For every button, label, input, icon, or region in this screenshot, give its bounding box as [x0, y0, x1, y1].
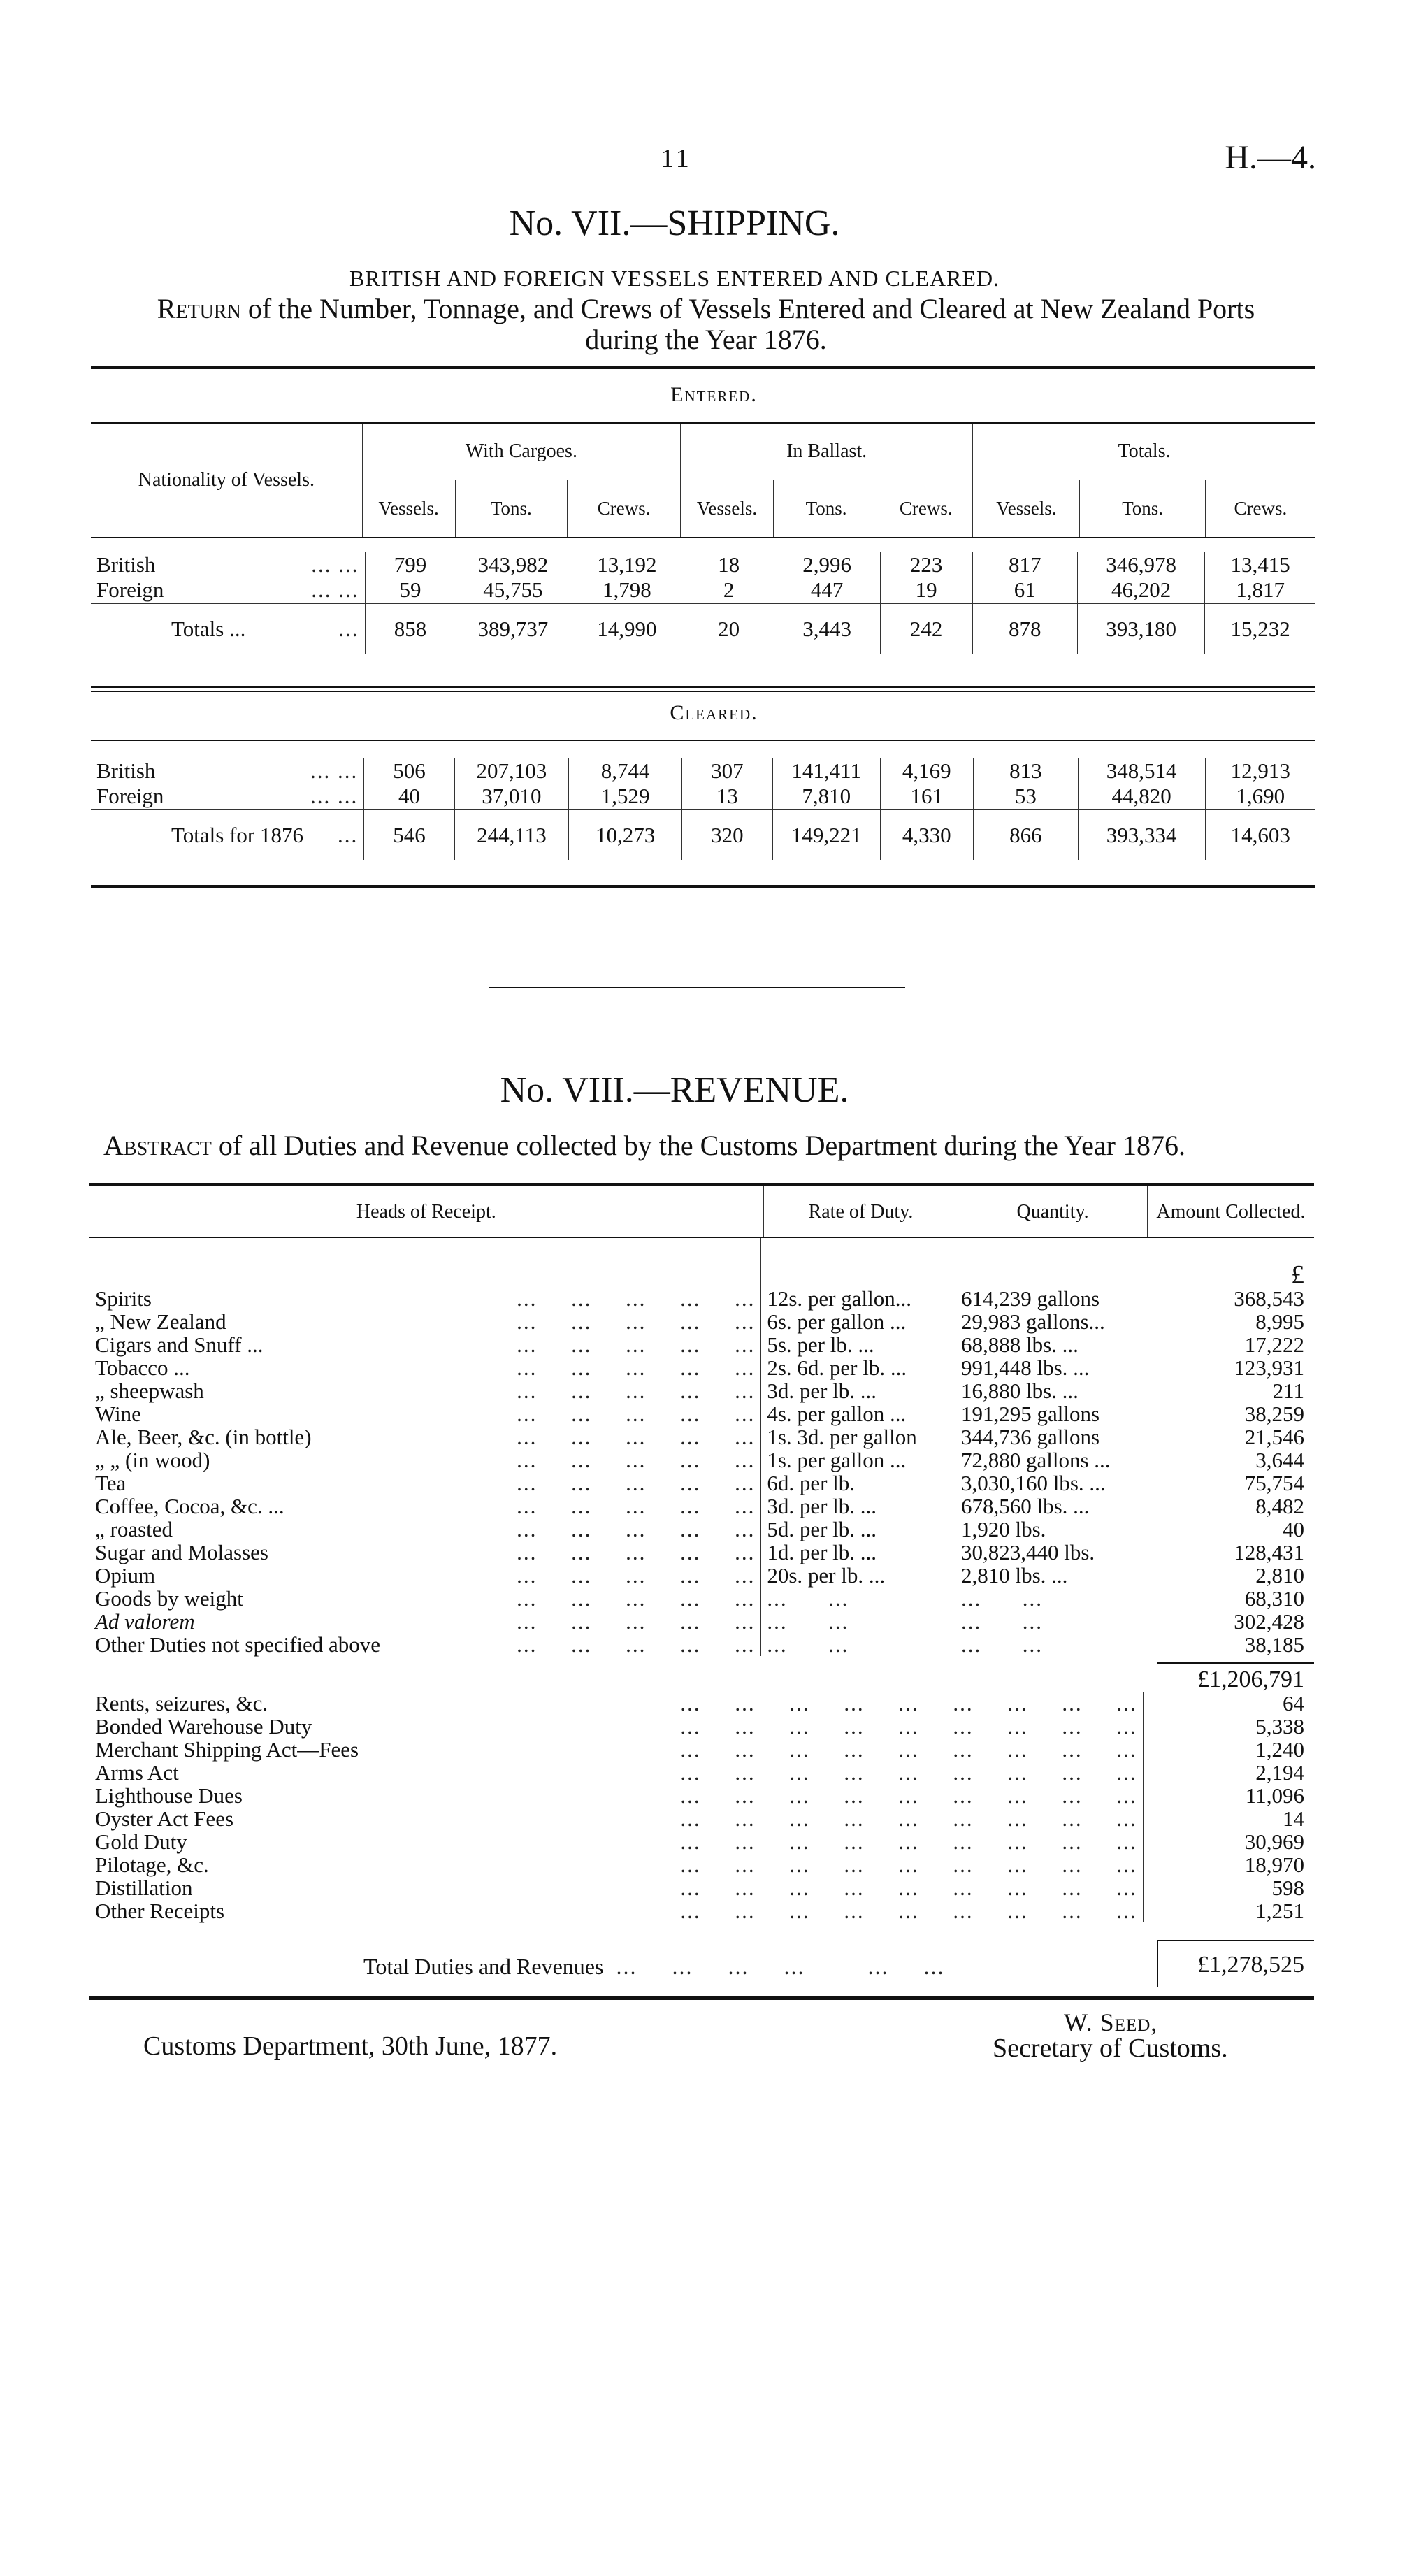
table-row [91, 552, 1315, 577]
row-dots: ... ... ... ... ... [517, 1586, 756, 1611]
table-row [91, 758, 1315, 784]
receipt-head: Oyster Act Fees [95, 1806, 234, 1831]
receipt-head: Bonded Warehouse Duty [95, 1714, 312, 1739]
duty-amount: 17,222 [1144, 1333, 1314, 1356]
total-value: £1,278,525 [1197, 1952, 1304, 1978]
table-row [89, 1784, 1314, 1807]
nationality-header: Nationality of Vessels. [138, 469, 315, 491]
cell: 307 [682, 758, 773, 784]
table-row [89, 1830, 1314, 1853]
row-dots: ... ... ... ... ... [517, 1286, 756, 1311]
duty-quantity: 991,448 lbs. ... [961, 1355, 1090, 1380]
qty-dots: ... ... [961, 1609, 1043, 1634]
row-dots: ... [337, 822, 359, 847]
duty-quantity: 16,880 lbs. ... [961, 1379, 1079, 1403]
table-row [89, 1495, 1314, 1518]
row-dots: ... ... [310, 758, 359, 783]
cell: 14,990 [570, 603, 684, 654]
duty-rate: 3d. per lb. ... [767, 1494, 877, 1518]
receipt-amount: 64 [1143, 1692, 1314, 1715]
row-dots: ... ... ... ... ... [517, 1517, 756, 1541]
abstract-text: of all Duties and Revenue collected by the Customs Department during the Year 1876. [218, 1130, 1185, 1161]
cell: 506 [364, 758, 455, 784]
footer-department-date: Customs Department, 30th June, 1877. [143, 2031, 558, 2061]
row-dots: ... ... ... ... ... ... ... ... ... [680, 1783, 1137, 1808]
col-crews: Crews. [879, 480, 973, 537]
duty-quantity: 191,295 gallons [961, 1402, 1100, 1426]
row-dots: ... ... ... ... ... [517, 1563, 756, 1588]
document-reference: H.—4. [1225, 139, 1316, 176]
total-label-text: Total Duties and Revenues [363, 1954, 604, 1979]
entered-table [91, 552, 1315, 654]
cell: 13 [682, 784, 773, 810]
duty-head: „ „ (in wood) [95, 1448, 210, 1472]
row-dots: ... [338, 616, 359, 641]
duty-quantity: 344,736 gallons [961, 1425, 1100, 1449]
cell: 10,273 [569, 810, 682, 860]
cell: 817 [972, 552, 1077, 577]
abstract-word: Abstract [103, 1130, 212, 1161]
cell: 20 [684, 603, 774, 654]
cell: 1,817 [1205, 577, 1315, 603]
duty-rate: 4s. per gallon ... [767, 1402, 907, 1426]
cleared-top-rule-2 [91, 691, 1315, 692]
duty-head: Ale, Beer, &c. (in bottle) [95, 1425, 312, 1449]
cell: 878 [972, 603, 1077, 654]
duty-amount: 21,546 [1144, 1425, 1314, 1448]
table-row [89, 1379, 1314, 1402]
row-dots: ... ... ... ... ... ... ... ... ... [680, 1876, 1137, 1900]
cell: 2,996 [774, 552, 880, 577]
shipping-subtitle: BRITISH AND FOREIGN VESSELS ENTERED AND CLEARED. [349, 266, 1000, 291]
duty-quantity: 72,880 gallons ... [961, 1448, 1111, 1472]
row-dots: ... ... ... ... ... ... ... ... ... [680, 1899, 1137, 1923]
currency-symbol: £ [1144, 1238, 1314, 1287]
receipt-amount: 18,970 [1143, 1853, 1314, 1876]
cell: 44,820 [1078, 784, 1205, 810]
return-text: of the Number, Tonnage, and Crews of Vessels Entered and Cleared at New Zealand Ports during the Year 1876. [247, 293, 1255, 355]
receipt-head: Rents, seizures, &c. [95, 1691, 268, 1715]
table-row [89, 1472, 1314, 1495]
cell: 866 [973, 810, 1078, 860]
row-name: Totals for 1876 [171, 822, 303, 847]
cell: 14,603 [1205, 810, 1315, 860]
receipt-head: Other Receipts [95, 1899, 225, 1923]
table-row [89, 1518, 1314, 1541]
receipt-head: Lighthouse Dues [95, 1783, 243, 1808]
duty-head: Other Duties not specified above [95, 1632, 381, 1657]
row-dots: ... ... ... ... ... ... ... ... ... [680, 1829, 1137, 1854]
receipt-amount: 1,240 [1143, 1738, 1314, 1761]
receipt-amount: 30,969 [1143, 1830, 1314, 1853]
col-tons: Tons. [773, 480, 879, 537]
rate-dots: ... ... [767, 1586, 849, 1611]
duty-rate: 5s. per lb. ... [767, 1332, 874, 1357]
cell: 8,744 [569, 758, 682, 784]
revenue-duties-table [89, 1238, 1314, 1656]
table-row [89, 1402, 1314, 1425]
duty-head: Cigars and Snuff ... [95, 1332, 264, 1357]
group-with-cargoes: With Cargoes. [362, 424, 680, 480]
table-row [89, 1876, 1314, 1899]
row-dots: ... ... ... ... ... ... ... ... ... [680, 1691, 1137, 1715]
cell: 149,221 [772, 810, 880, 860]
duty-quantity: 30,823,440 lbs. [961, 1540, 1095, 1564]
receipt-head: Arms Act [95, 1760, 179, 1785]
col-crews: Crews. [1205, 480, 1315, 537]
duty-head: Tobacco ... [95, 1355, 190, 1380]
revenue-abstract-caption [103, 1129, 1185, 1162]
header-heads-of-receipt: Heads of Receipt. [356, 1200, 496, 1223]
total-rule [1157, 1940, 1314, 1941]
revenue-header-table [89, 1186, 1314, 1237]
row-dots: ... ... ... ... ... [517, 1309, 756, 1334]
row-dots: ... ... ... ... ... ... ... ... ... [680, 1806, 1137, 1831]
duty-head: Opium [95, 1563, 156, 1588]
duty-rate: 2s. 6d. per lb. ... [767, 1355, 907, 1380]
cell: 61 [972, 577, 1077, 603]
footer-signatory: W. Seed, [1064, 2008, 1158, 2036]
duty-amount: 123,931 [1144, 1356, 1314, 1379]
receipt-head: Merchant Shipping Act—Fees [95, 1737, 359, 1762]
cell: 242 [880, 603, 972, 654]
cell: 1,690 [1205, 784, 1315, 810]
table-row [89, 1333, 1314, 1356]
header-quantity: Quantity. [958, 1186, 1148, 1237]
duty-rate: 12s. per gallon... [767, 1286, 911, 1311]
shipping-title: No. VII.—SHIPPING. [509, 203, 840, 243]
cell: 46,202 [1077, 577, 1204, 603]
duty-quantity: 29,983 gallons... [961, 1309, 1105, 1334]
totals-row [91, 810, 1315, 860]
duty-rate: 6d. per lb. [767, 1471, 856, 1495]
cleared-table [91, 758, 1315, 860]
duty-amount: 38,185 [1144, 1633, 1314, 1656]
duty-rate: 20s. per lb. ... [767, 1563, 886, 1588]
footer-signatory-title: Secretary of Customs. [993, 2034, 1228, 2063]
cell: 12,913 [1205, 758, 1315, 784]
row-name: Foreign [96, 784, 164, 808]
cell: 2 [684, 577, 774, 603]
receipt-amount: 14 [1143, 1807, 1314, 1830]
table-row [89, 1587, 1314, 1610]
duty-head: „ sheepwash [95, 1379, 204, 1403]
table-row [89, 1425, 1314, 1448]
col-vessels: Vessels. [681, 480, 774, 537]
cell: 799 [365, 552, 456, 577]
cell: 7,810 [772, 784, 880, 810]
table-row [91, 577, 1315, 603]
duty-head: Ad valorem [95, 1609, 195, 1634]
duty-head: Goods by weight [95, 1586, 243, 1611]
totals-row [91, 603, 1315, 654]
receipt-amount: 1,251 [1143, 1899, 1314, 1922]
duty-rate: 6s. per gallon ... [767, 1309, 907, 1334]
cell: 346,978 [1077, 552, 1204, 577]
header-rate-of-duty: Rate of Duty. [763, 1186, 958, 1237]
qty-dots: ... ... [961, 1586, 1043, 1611]
cleared-label: Cleared. [670, 701, 758, 724]
row-dots: ... ... [311, 577, 359, 602]
total-label [363, 1954, 944, 1980]
duty-amount: 3,644 [1144, 1448, 1314, 1472]
cell: 13,192 [570, 552, 684, 577]
row-name: British [96, 552, 156, 577]
duty-amount: 211 [1144, 1379, 1314, 1402]
cell: 858 [365, 603, 456, 654]
table-row [89, 1899, 1314, 1922]
cell: 161 [880, 784, 973, 810]
row-dots: ... ... ... ... ... [517, 1609, 756, 1634]
table-row [89, 1853, 1314, 1876]
shipping-header-table [91, 424, 1315, 537]
duty-quantity: 3,030,160 lbs. ... [961, 1471, 1106, 1495]
receipt-amount: 598 [1143, 1876, 1314, 1899]
table-row [89, 1807, 1314, 1830]
table-row [89, 1692, 1314, 1715]
duty-amount: 38,259 [1144, 1402, 1314, 1425]
table-row [89, 1310, 1314, 1333]
cell: 393,180 [1077, 603, 1204, 654]
duty-quantity: 68,888 lbs. ... [961, 1332, 1079, 1357]
subtotal-value: £1,206,791 [1197, 1667, 1304, 1692]
row-dots: ... ... ... ... ... [517, 1355, 756, 1380]
cell: 15,232 [1205, 603, 1315, 654]
duty-amount: 8,482 [1144, 1495, 1314, 1518]
col-crews: Crews. [568, 480, 681, 537]
duty-rate: 1s. per gallon ... [767, 1448, 907, 1472]
row-dots: ... ... [311, 552, 359, 577]
return-word: Return [157, 293, 241, 324]
table-row [89, 1448, 1314, 1472]
row-dots: ... ... ... ... ... ... ... ... ... [680, 1760, 1137, 1785]
cell: 393,334 [1078, 810, 1205, 860]
duty-amount: 75,754 [1144, 1472, 1314, 1495]
table-row [89, 1761, 1314, 1784]
duty-rate: 1s. 3d. per gallon [767, 1425, 917, 1449]
cleared-top-rule [91, 686, 1315, 688]
duty-head: Spirits [95, 1286, 152, 1311]
duty-quantity: 1,920 lbs. [961, 1517, 1046, 1541]
row-name: Foreign [96, 577, 164, 602]
receipt-amount: 2,194 [1143, 1761, 1314, 1784]
cell: 45,755 [456, 577, 570, 603]
cell: 40 [364, 784, 455, 810]
cell: 813 [973, 758, 1078, 784]
revenue-bottom-rule [89, 1996, 1314, 2000]
row-name: Totals ... [171, 616, 246, 641]
cell: 53 [973, 784, 1078, 810]
header-amount-collected: Amount Collected. [1147, 1186, 1314, 1237]
cell: 546 [364, 810, 455, 860]
row-dots: ... ... ... ... ... ... ... ... ... [680, 1737, 1137, 1762]
entered-label: Entered. [670, 383, 758, 406]
receipt-head: Distillation [95, 1876, 193, 1900]
subtotal-rule [1157, 1662, 1314, 1664]
cell: 1,798 [570, 577, 684, 603]
row-dots: ... ... ... ... ... [517, 1540, 756, 1564]
receipt-head: Gold Duty [95, 1829, 187, 1854]
rate-dots: ... ... [767, 1609, 849, 1634]
cell: 343,982 [456, 552, 570, 577]
duty-amount: 40 [1144, 1518, 1314, 1541]
revenue-title: No. VIII.—REVENUE. [500, 1070, 849, 1110]
cell: 223 [880, 552, 972, 577]
cell: 3,443 [774, 603, 880, 654]
row-dots: ... ... ... ... ... [517, 1471, 756, 1495]
cell: 244,113 [454, 810, 568, 860]
col-vessels: Vessels. [973, 480, 1080, 537]
table-row [89, 1356, 1314, 1379]
total-dots: ... ... ... ... ... ... [609, 1954, 945, 1979]
duty-amount: 2,810 [1144, 1564, 1314, 1587]
duty-rate: 1d. per lb. ... [767, 1540, 877, 1564]
row-dots: ... ... ... ... ... [517, 1448, 756, 1472]
duty-quantity: 678,560 lbs. ... [961, 1494, 1090, 1518]
cell: 13,415 [1205, 552, 1315, 577]
row-dots: ... ... [310, 784, 359, 808]
cell: 141,411 [772, 758, 880, 784]
row-dots: ... ... ... ... ... [517, 1402, 756, 1426]
duty-head: Wine [95, 1402, 141, 1426]
table-row [89, 1610, 1314, 1633]
group-in-ballast: In Ballast. [681, 424, 973, 480]
row-dots: ... ... ... ... ... ... ... ... ... [680, 1714, 1137, 1739]
cell: 37,010 [454, 784, 568, 810]
col-tons: Tons. [1080, 480, 1205, 537]
revenue-receipts-table [89, 1692, 1314, 1922]
duty-amount: 8,995 [1144, 1310, 1314, 1333]
table-row [89, 1564, 1314, 1587]
duty-amount: 302,428 [1144, 1610, 1314, 1633]
receipt-head: Pilotage, &c. [95, 1852, 209, 1877]
table-row [89, 1541, 1314, 1564]
receipt-amount: 11,096 [1143, 1784, 1314, 1807]
cell: 4,169 [880, 758, 973, 784]
group-totals: Totals. [973, 424, 1315, 480]
shipping-return-caption [119, 294, 1293, 355]
row-dots: ... ... ... ... ... [517, 1425, 756, 1449]
table-row [89, 1633, 1314, 1656]
row-dots: ... ... ... ... ... [517, 1379, 756, 1403]
receipt-amount: 5,338 [1143, 1715, 1314, 1738]
cell: 18 [684, 552, 774, 577]
cleared-rule [91, 740, 1315, 741]
cell: 348,514 [1078, 758, 1205, 784]
cell: 207,103 [454, 758, 568, 784]
row-dots: ... ... ... ... ... ... ... ... ... [680, 1852, 1137, 1877]
duty-rate: 3d. per lb. ... [767, 1379, 877, 1403]
duty-head: Sugar and Molasses [95, 1540, 268, 1564]
shipping-bottom-rule [91, 885, 1315, 888]
duty-amount: 368,543 [1144, 1287, 1314, 1310]
cell: 59 [365, 577, 456, 603]
page-number: 11 [661, 144, 692, 173]
duty-head: „ roasted [95, 1517, 173, 1541]
cell: 320 [682, 810, 773, 860]
cell: 389,737 [456, 603, 570, 654]
duty-amount: 128,431 [1144, 1541, 1314, 1564]
table-row [89, 1287, 1314, 1310]
col-vessels: Vessels. [362, 480, 455, 537]
cell: 4,330 [880, 810, 973, 860]
row-dots: ... ... ... ... ... [517, 1632, 756, 1657]
duty-head: „ New Zealand [95, 1309, 226, 1334]
cell: 447 [774, 577, 880, 603]
duty-head: Coffee, Cocoa, &c. ... [95, 1494, 284, 1518]
top-thick-rule [91, 366, 1315, 369]
duty-quantity: 614,239 gallons [961, 1286, 1100, 1311]
col-tons: Tons. [455, 480, 568, 537]
duty-quantity: 2,810 lbs. ... [961, 1563, 1068, 1588]
row-dots: ... ... ... ... ... [517, 1494, 756, 1518]
table-row [89, 1715, 1314, 1738]
duty-rate: 5d. per lb. ... [767, 1517, 877, 1541]
cell: 1,529 [569, 784, 682, 810]
table-row [89, 1738, 1314, 1761]
row-dots: ... ... ... ... ... [517, 1332, 756, 1357]
rate-dots: ... ... [767, 1632, 849, 1657]
section-separator [489, 987, 905, 988]
table-row [91, 784, 1315, 810]
total-box-left [1157, 1940, 1158, 1987]
row-name: British [96, 758, 156, 783]
qty-dots: ... ... [961, 1632, 1043, 1657]
cell: 19 [880, 577, 972, 603]
duty-amount: 68,310 [1144, 1587, 1314, 1610]
header-bottom-rule [91, 537, 1315, 538]
duty-head: Tea [95, 1471, 127, 1495]
